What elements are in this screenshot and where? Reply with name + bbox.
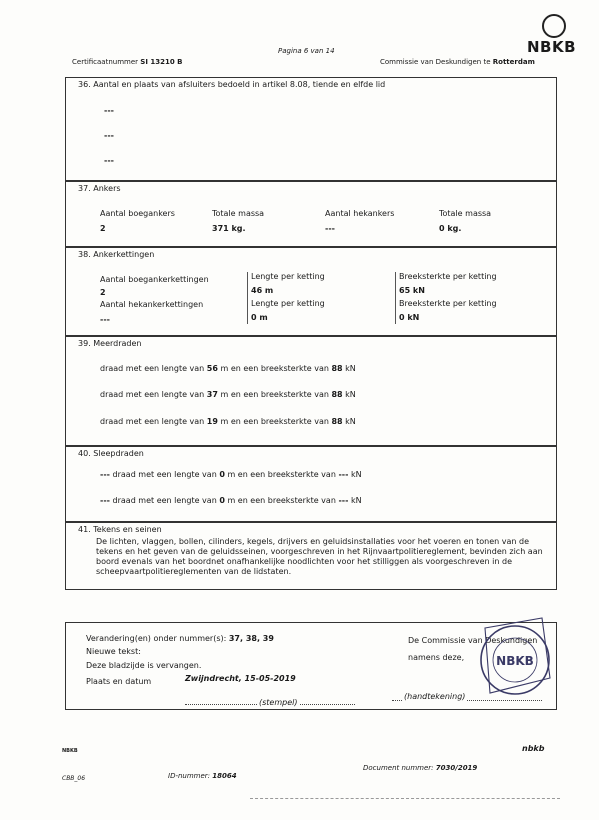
official-stamp xyxy=(470,608,560,703)
valve-line: --- xyxy=(104,156,114,165)
section-38-title: 38. Ankerkettingen xyxy=(78,250,155,259)
text: m en een breeksterkte van xyxy=(227,470,336,479)
form-code: CBB_06 xyxy=(62,775,86,782)
section-40-title: 40. Sleepdraden xyxy=(78,449,144,458)
text: draad met een lengte van xyxy=(112,470,217,479)
section-40 xyxy=(65,446,557,522)
text: draad met een lengte van xyxy=(100,417,205,426)
stern-mass-value: 0 kg. xyxy=(439,224,462,233)
stern-chain-strength-label: Breeksterkte per ketting xyxy=(399,299,497,308)
text: m en een breeksterkte van xyxy=(220,364,329,373)
nbkb-logo-icon xyxy=(542,14,566,38)
section-37 xyxy=(65,181,557,247)
doc-value: 7030/2019 xyxy=(435,764,478,772)
valve-line: --- xyxy=(104,106,114,115)
commission-header xyxy=(380,58,535,66)
section-37-title: 37. Ankers xyxy=(78,184,121,193)
signature-caption: (handtekening) xyxy=(404,692,466,701)
strength-value: 88 xyxy=(331,364,343,373)
bow-chains-label: Aantal boegankerkettingen xyxy=(100,275,209,284)
section-41 xyxy=(65,522,557,590)
strength-value: --- xyxy=(338,496,349,505)
bow-mass-label: Totale massa xyxy=(212,209,265,218)
bow-chain-strength-value: 65 kN xyxy=(399,286,425,295)
text: m en een breeksterkte van xyxy=(220,417,329,426)
stern-chain-length-label: Lengte per ketting xyxy=(251,299,325,308)
section-41-title: 41. Tekens en seinen xyxy=(78,525,162,534)
strength-value: --- xyxy=(338,470,349,479)
towing-line-row xyxy=(100,496,362,505)
stern-chains-value: --- xyxy=(100,315,110,324)
id-value: 18064 xyxy=(212,772,237,780)
stern-chains-label: Aantal hekankerkettingen xyxy=(100,300,204,309)
section-36 xyxy=(65,77,557,181)
text: m en een breeksterkte van xyxy=(227,496,336,505)
commission-prefix: Commissie van Deskundigen te xyxy=(380,58,491,66)
document-number xyxy=(363,764,477,772)
strength-value: 88 xyxy=(331,390,343,399)
bottom-dashed-rule xyxy=(250,798,560,799)
id-number xyxy=(168,772,237,780)
signals-text: De lichten, vlaggen, bollen, cilinders, kegels, drijvers en geluidsinstallaties voor het voeren en tonen van de tekens en het geven van de geluidsseinen, voorgeschreven in het Rijnvaartpolitiereglement, bevinden zich aan boord evenals van het boordnet onafhankelijke noodlichten voor het stilliggen als voorgeschreven in de scheepvaartpolitiereglementen van de lidstaten. xyxy=(96,537,543,576)
unit: kN xyxy=(350,496,362,505)
bow-mass-value: 371 kg. xyxy=(212,224,246,233)
place-date-value: Zwijndrecht, 15-05-2019 xyxy=(185,674,296,683)
text: draad met een lengte van xyxy=(112,496,217,505)
changes-value: 37, 38, 39 xyxy=(228,634,274,643)
bow-chain-length-label: Lengte per ketting xyxy=(251,272,325,281)
towing-line-row xyxy=(100,470,362,479)
section-36-title: 36. Aantal en plaats van afsluiters bedoeld in artikel 8.08, tiende en elfde lid xyxy=(78,80,386,89)
place-date-label: Plaats en datum xyxy=(86,677,152,686)
mooring-line-row xyxy=(100,417,356,426)
section-39-title: 39. Meerdraden xyxy=(78,339,142,348)
bow-anchors-value: 2 xyxy=(100,224,106,233)
section-38 xyxy=(65,247,557,336)
mooring-line-row xyxy=(100,390,356,399)
stern-mass-label: Totale massa xyxy=(439,209,492,218)
bow-chain-length-value: 46 m xyxy=(251,286,274,295)
on-behalf-label: namens deze, xyxy=(408,653,465,662)
stern-chain-strength-value: 0 kN xyxy=(399,313,420,322)
nbkb-small: NBKB xyxy=(62,748,78,754)
bow-chain-strength-label: Breeksterkte per ketting xyxy=(399,272,497,281)
doc-label: Document nummer: xyxy=(363,764,434,772)
commission-sign-label: De Commissie van Deskundigen xyxy=(408,636,538,645)
unit: kN xyxy=(345,390,356,399)
text: draad met een lengte van xyxy=(100,364,205,373)
id-label: ID-nummer: xyxy=(168,772,211,780)
stern-anchors-label: Aantal hekankers xyxy=(325,209,395,218)
replaced-note: Deze bladzijde is vervangen. xyxy=(86,661,202,670)
length-value: 0 xyxy=(219,496,225,505)
changes-line xyxy=(86,634,274,643)
stern-anchors-value: --- xyxy=(325,224,335,233)
length-value: 19 xyxy=(206,417,218,426)
length-value: 0 xyxy=(219,470,225,479)
footer-left-rule xyxy=(65,622,66,710)
nbkb-right: nbkb xyxy=(522,744,545,753)
cert-label: Certificaatnummer xyxy=(72,58,139,66)
unit: kN xyxy=(345,364,356,373)
certificate-number xyxy=(72,58,183,66)
column-divider xyxy=(247,272,248,324)
length-value: 37 xyxy=(206,390,218,399)
text: m en een breeksterkte van xyxy=(220,390,329,399)
mooring-line-row xyxy=(100,364,356,373)
strength-value: 88 xyxy=(331,417,343,426)
stamp-logo-text: NBKB xyxy=(496,654,534,668)
unit: kN xyxy=(345,417,356,426)
page-number: Pagina 6 van 14 xyxy=(278,47,335,55)
column-divider xyxy=(395,272,396,324)
text: draad met een lengte van xyxy=(100,390,205,399)
stern-chain-length-value: 0 m xyxy=(251,313,268,322)
nbkb-logo-text: NBKB xyxy=(527,38,577,56)
bow-chains-value: 2 xyxy=(100,288,106,297)
commission-city: Rotterdam xyxy=(492,58,535,66)
section-39 xyxy=(65,336,557,446)
dash: --- xyxy=(100,496,110,505)
valve-line: --- xyxy=(104,131,114,140)
changes-label: Verandering(en) onder nummer(s): xyxy=(86,634,227,643)
bow-anchors-label: Aantal boegankers xyxy=(100,209,175,218)
length-value: 56 xyxy=(206,364,218,373)
new-text-label: Nieuwe tekst: xyxy=(86,647,141,656)
stamp-caption: (stempel) xyxy=(259,698,298,707)
unit: kN xyxy=(350,470,362,479)
dash: --- xyxy=(100,470,110,479)
cert-value: SI 13210 B xyxy=(140,58,183,66)
footer-bottom-rule xyxy=(65,709,557,710)
